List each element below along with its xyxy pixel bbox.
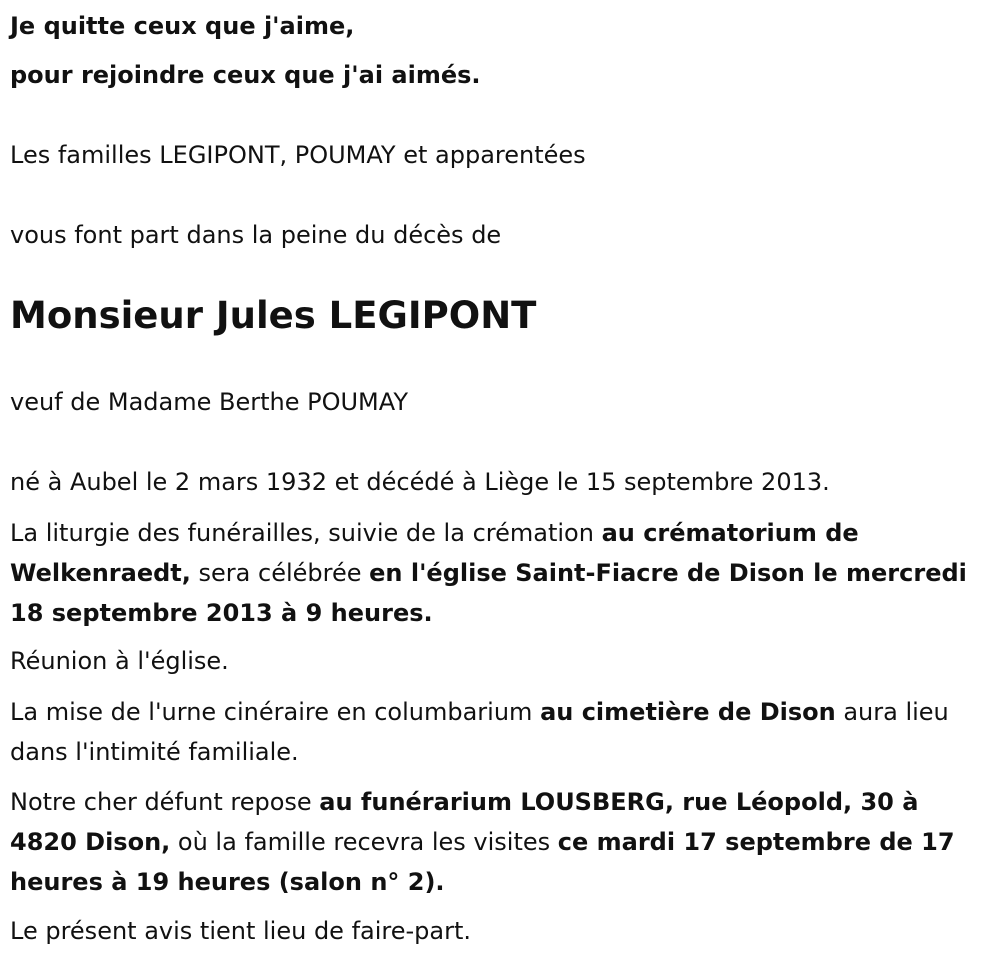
funeral-crematorium: au crématorium de Welkenraedt, [10,519,859,587]
closing-line: Le présent avis tient lieu de faire-part. [10,917,472,945]
announcement-line: vous font part dans la peine du décès de [10,221,502,249]
spouse-line: veuf de Madame Berthe POUMAY [10,388,408,416]
deceased-name: Monsieur Jules LEGIPONT [10,294,537,337]
birth-death-line: né à Aubel le 2 mars 1932 et décédé à Liège le 15 septembre 2013. [10,468,830,496]
families-line: Les familles LEGIPONT, POUMAY et apparentées [10,141,586,169]
funeral-text-2: sera célébrée [190,559,370,587]
rest-funeral-home: au funérarium LOUSBERG, rue Léopold, 30 à 4820 Dison, [10,788,919,856]
urn-cemetery: au cimetière de Dison [540,698,836,726]
urn-paragraph [10,692,990,772]
urn-text-2: aura lieu dans l'intimité familiale. [10,698,949,766]
rest-visiting-hours: ce mardi 17 septembre de 17 heures à 19 heures (salon n° 2). [10,828,955,896]
rest-paragraph [10,782,990,902]
funeral-paragraph [10,513,990,633]
funeral-church-date: en l'église Saint-Fiacre de Dison le mercredi 18 septembre 2013 à 9 heures. [10,559,967,627]
rest-text-2: où la famille recevra les visites [170,828,558,856]
epitaph-line-1: Je quitte ceux que j'aime, [10,12,355,40]
epitaph-line-2: pour rejoindre ceux que j'ai aimés. [10,61,481,89]
meeting-line: Réunion à l'église. [10,647,229,675]
urn-text-1: La mise de l'urne cinéraire en columbarium [10,698,541,726]
funeral-text-1: La liturgie des funérailles, suivie de la crémation [10,519,602,547]
rest-text-1: Notre cher défunt repose [10,788,320,816]
